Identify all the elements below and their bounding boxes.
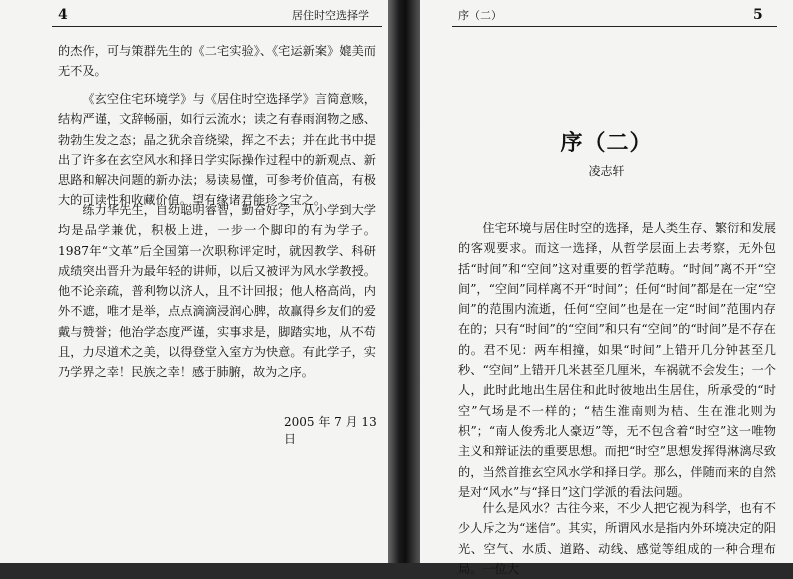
header-rule [452,26,777,27]
paragraph: 练力华先生，自幼聪明睿智，勤奋好学，从小学到大学均是品学兼优，积极上进，一步一个脚印的有为学子。1987年“文革”后全国第一次职称评定时，就因教学、科研成绩突出晋升为最年轻的讲师，以后又被评为风水学教授。他不论亲疏，普利物以济人，且不计回报；他人格高尚，内外不遮，唯才是举，点点滴滴浸润心脾，故赢得乡友们的爱戴与赞誉；他治学态度严谨，实事求是，脚踏实地，从不苟且，力尽道术之美，以得登堂入室方为快意。有此学子，实乃学界之幸！民族之幸！感于肺腑，故为之序。 [58,203,376,380]
running-head: 序（二） [458,9,502,22]
left-page [0,0,388,563]
page-number: 4 [58,7,68,23]
author-name: 凌志轩 [588,164,625,178]
paragraph: 《玄空住宅环境学》与《居住时空选择学》言简意赅，结构严谨，文辞畅丽，如行云流水；读之有春雨润物之感、勃勃生发之态；晶之犹余音绕梁，挥之不去；并在此书中提出了许多在玄空风水和择日学实际操作过程中的新观点、新思路和解决问题的新办法；易读易懂，可参考价值高，有极大的可读性和收藏价值。望有缘诸君能珍之宝之。 [58,92,376,208]
paragraph: 的杰作，可与策群先生的《二宅实验》、《宅运新案》媲美而无不及。 [58,44,376,79]
book-gutter [388,0,420,563]
running-head: 居住时空选择学 [292,9,369,22]
paragraph: 什么是风水？古往今来，不少人把它视为科学，也有不少人斥之为“迷信”。其实，所谓风水是指内外环境决定的阳光、空气、水质、道路、动线、感觉等组成的一种合理布局。一位大 [458,501,776,576]
date: 2005 年 7 月 13 日 [284,415,377,446]
paragraph: 住宅环境与居住时空的选择，是人类生存、繁衍和发展的客观要求。而这一选择，从哲学层面上去考察，无外包括“时间”和“空间”这对重要的哲学范畴。“时间”离不开“空间”，“空间”同样离不开“时间”；任何“时间”都是在一定“空间”的范围内流逝，任何“空间”也是在一定“时间”范围内存在的；只有“时间”的“空间”和只有“空间”的“时间”是不存在的。君不见：两车相撞，如果“时间”上错开几分钟甚至几秒、“空间”上错开几米甚至几厘米，车祸就不会发生；一个人，此时此地出生居住和此时彼地出生居住，所承受的“时空”气场是不一样的；“桔生淮南则为桔、生在淮北则为枳”；“南人俊秀北人豪迈”等，无不包含着“时空”这一唯物主义和辩证法的重要思想。而把“时空”思想发挥得淋漓尽致的，当然首推玄空风水学和择日学。那么，伴随而来的自然是对“风水”与“择日”这门学派的看法问题。 [458,221,776,499]
right-page [420,0,793,576]
page-number: 5 [753,7,763,23]
chapter-title: 序（二） [560,130,653,156]
header-rule [52,26,382,27]
